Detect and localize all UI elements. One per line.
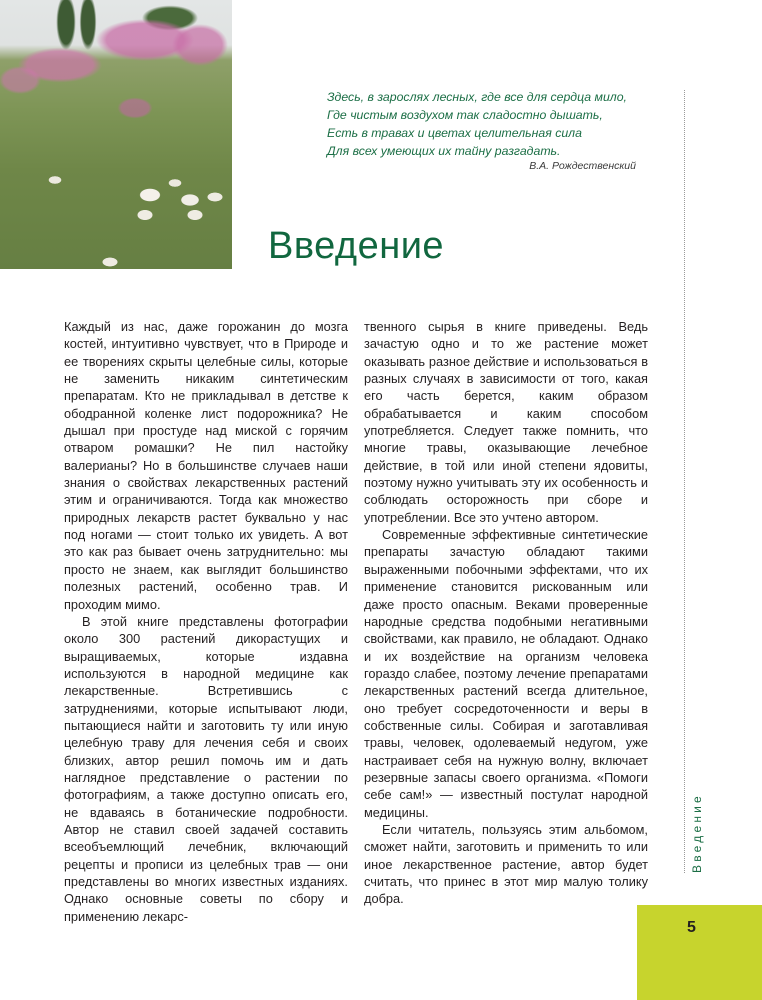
epigraph-line: Для всех умеющих их тайну разгадать.	[327, 144, 561, 158]
paragraph: Если читатель, пользуясь этим альбомом, сможет найти, заготовить и применить то или иное лекарственное растение, автор будет считать, что принес в этот мир малую толику добра.	[364, 821, 648, 907]
text-column-right	[364, 318, 648, 908]
paragraph: Каждый из нас, даже горожанин до мозга костей, интуитивно чувствует, что в Природе и ее творениях скрыты целебные силы, которые не заменить никаким синтетическим препаратам. Кто не прикладывал в детстве к ободранной коленке лист подорожника? Не дышал при простуде над миской с горячим отваром ромашки? Не пил настойку валерианы? Но в большинстве случаев наши знания о свойствах лекарственных растений этим и ограничиваются. Тогда как множество природных лекарств растет буквально у нас под ногами — стоит только их увидеть. А вот это как раз бывает очень затруднительно: мы просто не знаем, как выглядит большинство полезных растений, особенно трав. И проходим мимо.	[64, 319, 348, 612]
paragraph: Современные эффективные синтетические препараты зачастую обладают такими выраженными побочными эффектами, что их применение становится рискованным или даже просто опасным. Веками проверенные народные средства подобными негативными свойствами, как правило, не обладают. Однако и их воздействие на организм человека гораздо слабее, поэтому лечение препаратами лекарственных растений всегда длительное, оно требует сосредоточенности и веры в собственные силы. Собирая и заготавливая травы, человек, одолеваемый недугом, уже настраивает себя на нужную волну, включает резервные запасы своего организма. «Помоги себе сам!» — известный постулат народной медицины.	[364, 527, 648, 820]
running-section-label: Введение	[690, 793, 704, 873]
epigraph	[327, 88, 647, 160]
meadow-photo	[0, 0, 232, 269]
chapter-title: Введение	[268, 225, 445, 267]
text-column-left	[64, 318, 348, 925]
epigraph-line: Здесь, в зарослях лесных, где все для сердца мило,	[327, 90, 627, 104]
epigraph-line: Есть в травах и цветах целительная сила	[327, 126, 582, 140]
dotted-divider	[684, 90, 685, 873]
page-number: 5	[687, 919, 696, 936]
paragraph: твенного сырья в книге приведены. Ведь зачастую одно и то же растение может оказывать разное действие и использоваться в разных случаях в зависимости от того, какая его часть берется, каким образом обрабатывается и каким способом употребляется. Следует также помнить, что многие травы, оказывающие лечебное действие, в той или иной степени ядовиты, поэтому нужно учитывать эту их особенность и соблюдать осторожность при сборе и употреблении. Все это учтено автором.	[364, 319, 648, 525]
page-number-tab	[637, 905, 762, 1000]
epigraph-line: Где чистым воздухом так сладостно дышать,	[327, 108, 603, 122]
epigraph-author: В.А. Рождественский	[529, 160, 636, 172]
paragraph: В этой книге представлены фотографии около 300 растений дикорастущих и выращиваемых, которые издавна используются в народной медицине как лекарственные. Встретившись с затруднениями, которые испытывают люди, пытающиеся найти и заготовить ту или иную целебную траву для лечения себя и своих близких, автор решил помочь им и дать наглядное представление о растении по фотографиям, а также доступно описать его, не вдаваясь в ботанические подробности. Автор не ставил своей задачей составить всеобъемлющий лечебник, включающий рецепты и прописи из целебных трав — они представлены во многих известных изданиях. Однако основные советы по сбору и применению лекарс-	[64, 613, 348, 924]
